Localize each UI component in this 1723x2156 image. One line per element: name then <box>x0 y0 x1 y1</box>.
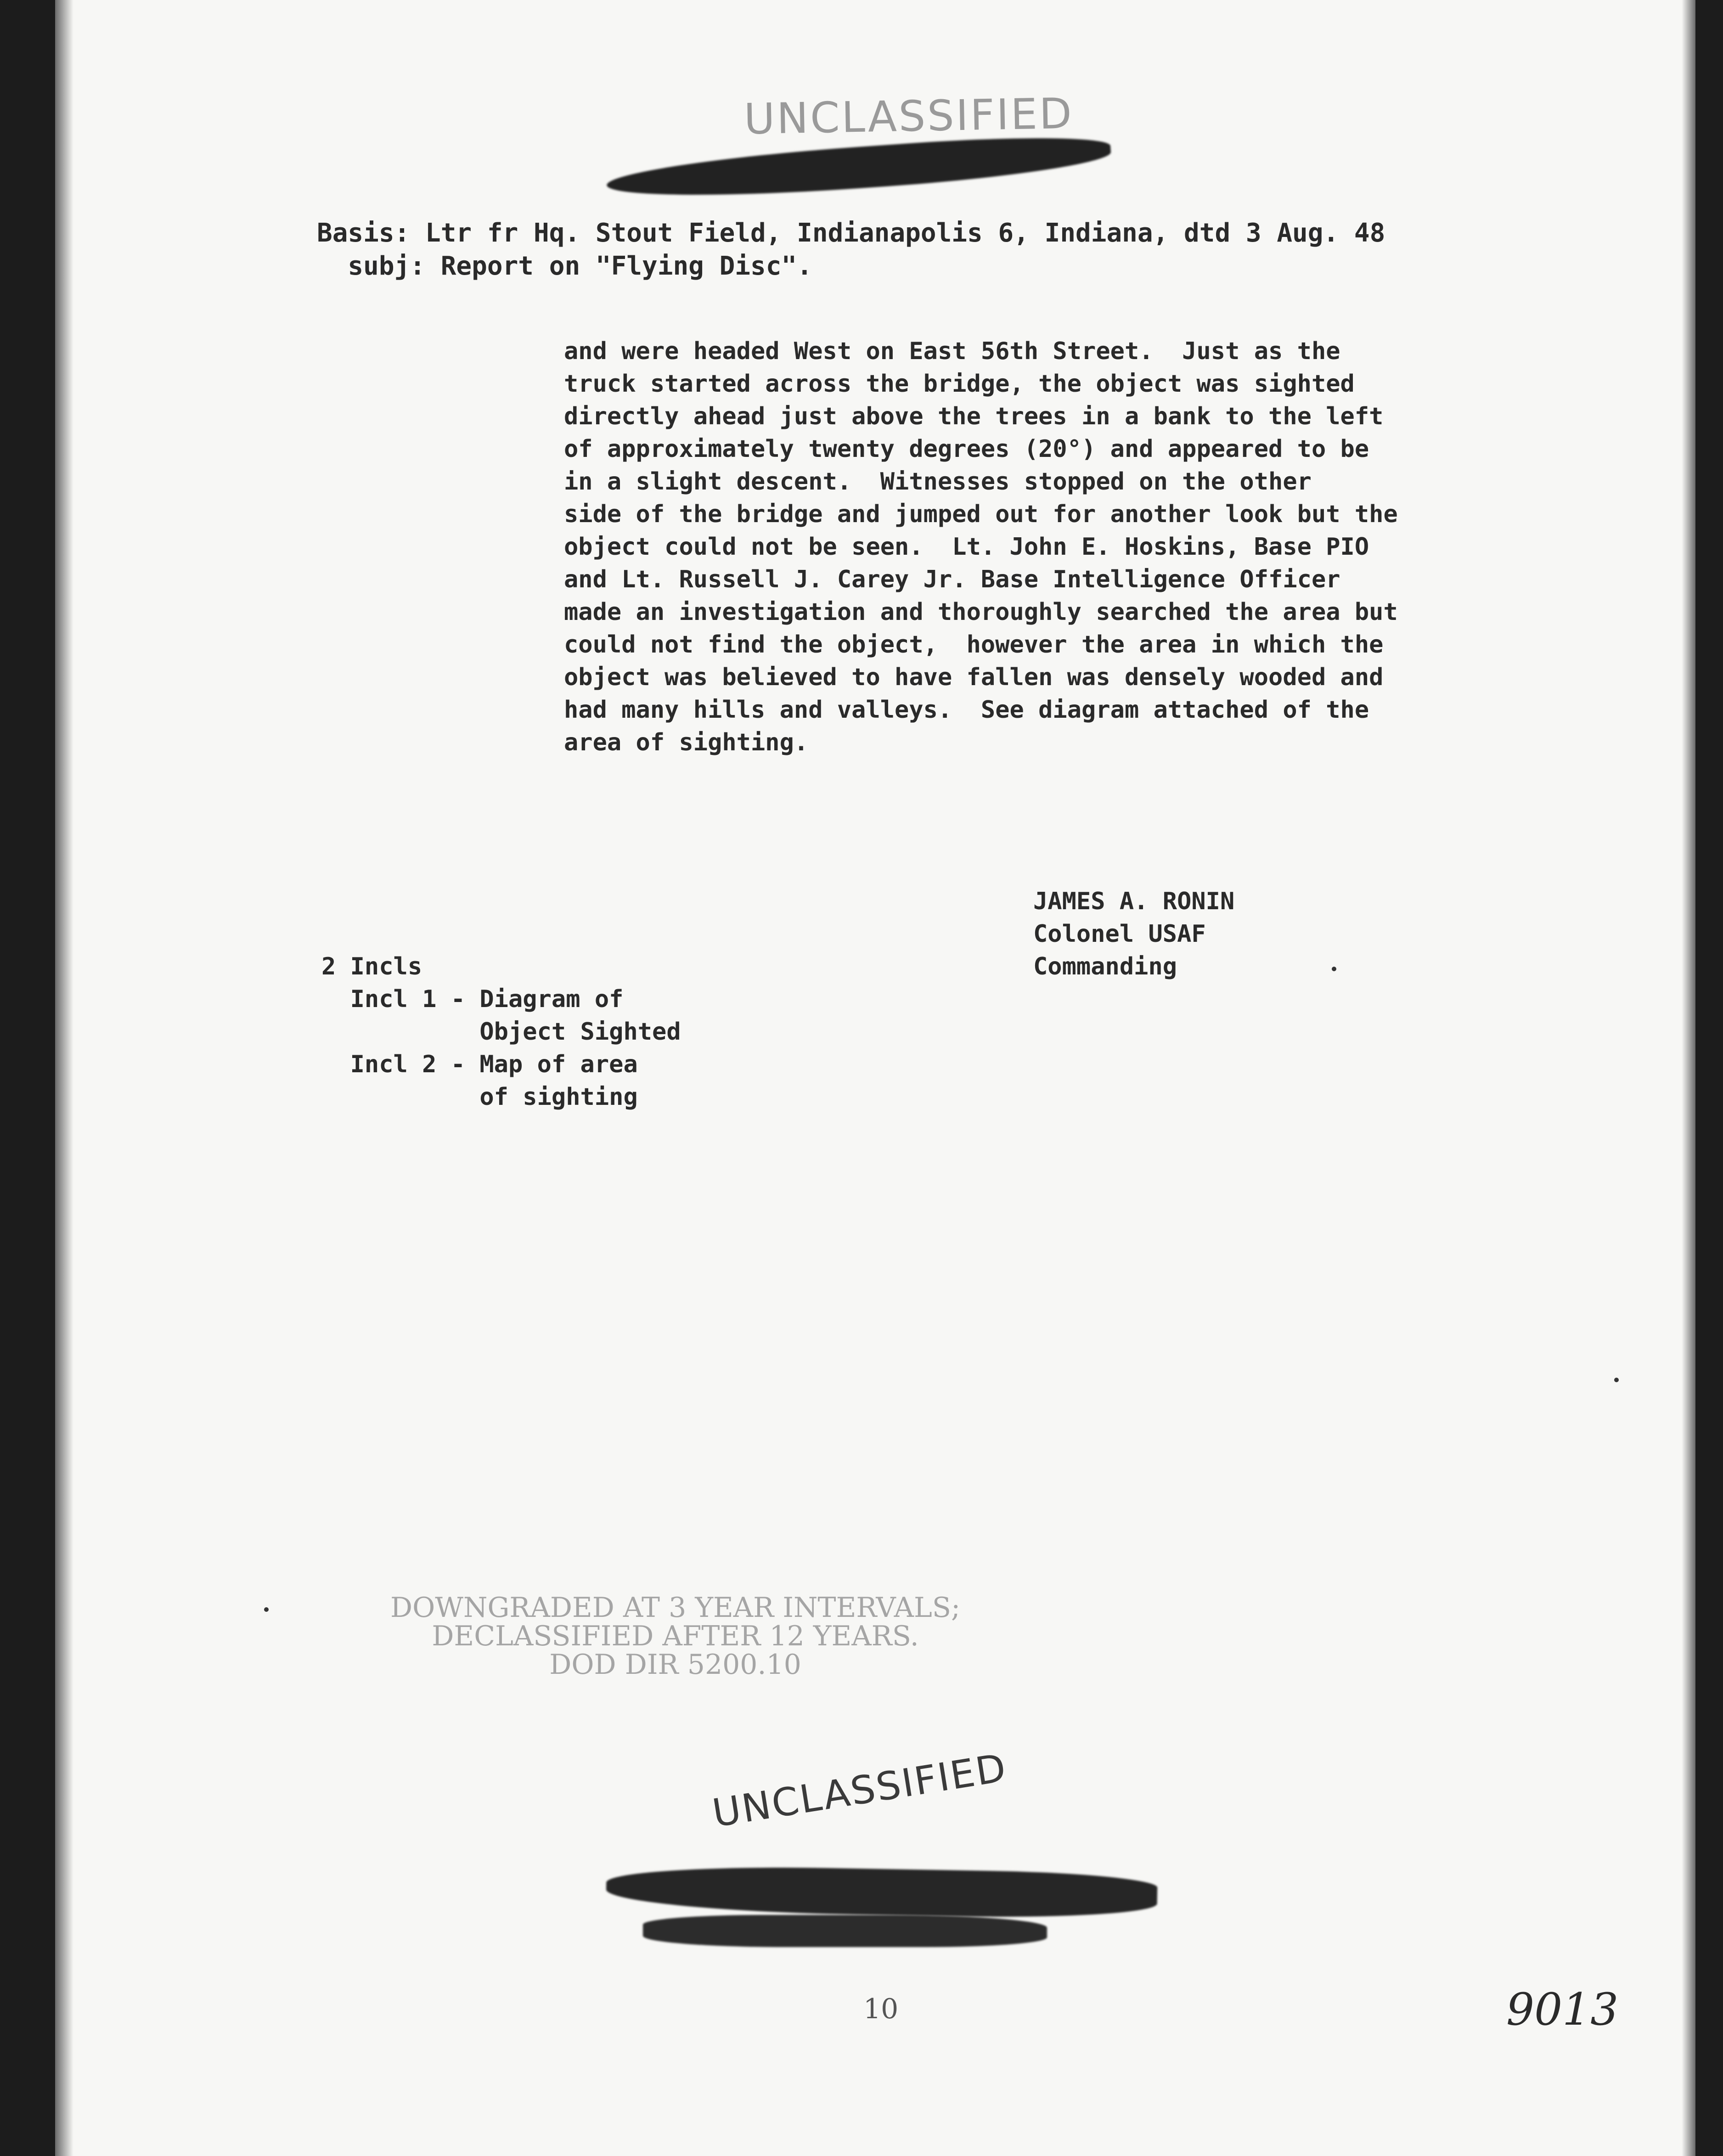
basis-line-1: Basis: Ltr fr Hq. Stout Field, Indianapolis 6, Indiana, dtd 3 Aug. 48 <box>317 218 1385 248</box>
scan-border-right <box>1695 0 1723 2156</box>
signer-title: Commanding <box>1033 953 1177 980</box>
body-line: and Lt. Russell J. Carey Jr. Base Intelligence Officer <box>564 566 1340 593</box>
body-line: truck started across the bridge, the object was sighted <box>564 370 1355 398</box>
basis-line-2: subj: Report on "Flying Disc". <box>317 251 812 281</box>
body-line: had many hills and valleys. See diagram attached of the <box>564 696 1369 724</box>
unclassified-stamp-bottom: UNCLASSIFIED <box>709 1745 1010 1836</box>
body-line: and were headed West on East 56th Street. Just as the <box>564 338 1340 365</box>
document-number: 9013 <box>1506 1984 1619 2035</box>
downgrade-stamp <box>390 1593 960 1679</box>
downgrade-line-2: DECLASSIFIED AFTER 12 YEARS. <box>432 1620 919 1652</box>
body-line: of approximately twenty degrees (20°) and appeared to be <box>564 435 1369 463</box>
body-line: in a slight descent. Witnesses stopped on the other <box>564 468 1312 495</box>
body-line: directly ahead just above the trees in a bank to the left <box>564 403 1384 430</box>
body-line: object could not be seen. Lt. John E. Hoskins, Base PIO <box>564 533 1369 561</box>
downgrade-line-1: DOWNGRADED AT 3 YEAR INTERVALS; <box>390 1592 961 1624</box>
basis-reference <box>317 217 1465 283</box>
signer-rank: Colonel USAF <box>1033 920 1206 948</box>
signature-block <box>1033 885 1234 983</box>
redaction-mark-bottom <box>606 1864 1158 1920</box>
signer-name: JAMES A. RONIN <box>1033 888 1235 915</box>
redaction-mark-bottom-lower <box>643 1915 1047 1947</box>
body-paragraph <box>564 335 1547 759</box>
speck <box>1614 1378 1619 1382</box>
body-line: side of the bridge and jumped out for another look but the <box>564 501 1398 528</box>
body-line: area of sighting. <box>564 729 809 756</box>
body-line: made an investigation and thoroughly searched the area but <box>564 598 1398 626</box>
body-line: could not find the object, however the area in which the <box>564 631 1384 659</box>
body-line: object was believed to have fallen was densely wooded and <box>564 664 1384 691</box>
inclosure-line: Object Sighted <box>321 1018 681 1046</box>
inclosures-list <box>321 951 681 1114</box>
inclosure-line: Incl 2 - Map of area <box>321 1051 638 1078</box>
unclassified-stamp-top: UNCLASSIFIED <box>743 89 1074 144</box>
scan-border-right-fade <box>1682 0 1695 2156</box>
scan-border-left-fade <box>55 0 73 2156</box>
scan-border-left <box>0 0 55 2156</box>
speck <box>264 1607 269 1612</box>
inclosures-heading: 2 Incls <box>321 953 422 980</box>
downgrade-line-3: DOD DIR 5200.10 <box>549 1649 801 1681</box>
inclosure-line: of sighting <box>321 1083 638 1111</box>
inclosure-line: Incl 1 - Diagram of <box>321 985 624 1013</box>
speck <box>1332 967 1336 971</box>
page-number: 10 <box>863 1993 899 2025</box>
